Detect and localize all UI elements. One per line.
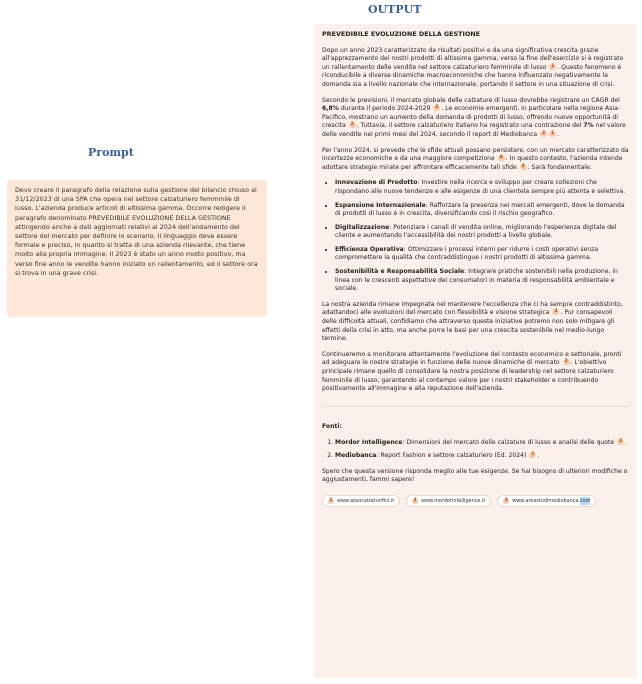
citation-badge[interactable]: 2 (619, 439, 623, 445)
chip-url: www.assocalzaturifici.it (337, 497, 395, 504)
paragraph-1: Dopo un anno 2023 caratterizzato da risultati positivi e da una significativa crescita grazie all'apprezzamento dei nostri prodotti di altissima gamma, verso la fine dell'esercizio si è registrato un rallentamento delle vendite nel settore calzaturiero femminile di lusso 1 . Questo fenomeno è riconducibile a diverse dinamiche macroeconomiche che hanno influenzato negativamente la domanda sia a livello nazionale che internazionale, portando il settore in una situazione di crisi. (322, 46, 624, 88)
citation-badge[interactable]: 4 (499, 155, 503, 161)
paragraph-2: Secondo le previsioni, il mercato globale delle calzature di lusso dovrebbe registrare un CAGR del 6,8% durante il periodo 2024-2029 2 . Le economie emergenti, in particolare nella regione Asia-Pacifico, mostrano un aumento della domanda di prodotti di lusso, offrendo nuove opportunità di crescita 2 . Tuttavia, il settore calzaturiero italiano ha registrato una contrazione del 7% nel valore delle vendite nei primi mesi del 2024, secondo il report di Mediobanca 2 1 . (322, 96, 626, 138)
contraction-value: 7% (583, 122, 594, 130)
citation-badge[interactable]: 2 (350, 122, 354, 128)
citation-badge[interactable]: 2 (435, 105, 439, 111)
strategy-list (322, 179, 629, 294)
citation-badge[interactable]: 1 (550, 130, 555, 136)
citation-badge[interactable]: 2 (521, 163, 525, 169)
prompt-label: Prompt (88, 146, 134, 159)
chip-number: 1 (329, 497, 333, 503)
citation-badge[interactable]: 2 (564, 359, 568, 365)
prompt-box (7, 180, 267, 317)
source-chips (322, 495, 629, 507)
output-box (314, 24, 637, 678)
list-item: • Innovazione di Prodotto: Investire nella ricerca e sviluppo per creare collezioni che rispondano alle nuove tendenze e alle esigenze di una clientela sempre più attenta e selettiva. (335, 179, 629, 196)
paragraph-4: La nostra azienda rimane impegnata nel mantenere l'eccellenza che ci ha sempre contraddistinto, adattandoci alle evoluzioni del mercato con flessibilità e visione strategica 2 . Pur consapevoli delle difficoltà attuali, confidiamo che attraverso queste iniziative potremo non solo mitigare gli effetti della crisi in atto, ma anche porre le basi per una crescita sostenibile nel medio-lungo termine. (322, 300, 623, 343)
cagr-value: 6,8% (322, 105, 339, 113)
list-item: • Sostenibilità e Responsabilità Sociale: Integrare pratiche sostenibili nella produzione, in linea con le crescenti aspettative dei consumatori in materia di responsabilità ambientale e sociale. (335, 268, 629, 294)
chip-number: 2 (413, 497, 417, 503)
divider (322, 406, 629, 407)
output-heading: PREVEDIBILE EVOLUZIONE DELLA GESTIONE (322, 30, 481, 38)
paragraph-3: Per l'anno 2024, si prevede che le sfide attuali possano persistere, con un mercato caratterizzato da incertezze economiche e da una maggiore competizione 4 . In questo contesto, l'azienda intende adottare strategie mirate per affrontare efficacemente tali sfide 2 . Sarà fondamentale: (322, 146, 629, 171)
citation-badge[interactable]: 1 (531, 451, 535, 457)
chip-url-selection: com (579, 497, 591, 504)
output-label: OUTPUT (368, 3, 422, 16)
source-chip[interactable] (497, 495, 596, 507)
sources-heading: Fonti: (322, 422, 342, 430)
chip-url: www.mordorintelligence.it (421, 497, 486, 504)
sources-list (322, 439, 629, 460)
closing-text: Spero che questa versione risponda meglio alle tue esigenze. Se hai bisogno di ulteriori modifiche o aggiustamenti, fammi sapere! (322, 467, 628, 484)
citation-badge[interactable]: 2 (554, 309, 558, 315)
citation-badge[interactable]: 2 (541, 130, 546, 136)
list-item: • Digitalizzazione: Potenziare i canali di vendita online, migliorando l'esperienza digitale del cliente e aumentando l'accessibilità dei nostri prodotti a livello globale. (335, 224, 629, 241)
paragraph-5: Continueremo a monitorare attentamente l'evoluzione del contesto economico e settoriale, pronti ad adeguare le nostre strategie in funzione delle nuove dinamiche di mercato 2 . L'obiettivo principale rimane quello di consolidare la nostra posizione di leadership nel settore calzaturiero femminile di lusso, garantendo al contempo valore per i nostri stakeholder e contribuendo positivamente all'immagine e alla reputazione dell'azienda. (322, 350, 622, 393)
chip-url: www.areastudimediobanca. (512, 497, 580, 504)
list-item: 2. Mediobanca: Report Fashion e settore calzaturiero (Ed. 2024) 1 . (335, 452, 629, 461)
list-item: 1. Mordor Intelligence: Dimensioni del mercato delle calzature di lusso e analisi delle quote 2 . (335, 439, 629, 448)
list-item: • Efficienza Operativa: Ottimizzare i processi interni per ridurre i costi operativi senza compromettere la qualità che contraddistingue i nostri prodotti di altissima gamma. (335, 246, 629, 263)
citation-badge[interactable]: 1 (551, 63, 555, 69)
source-chip[interactable] (406, 495, 491, 507)
source-chip[interactable] (322, 495, 400, 507)
prompt-text: Devo creare il paragrafo della relazione sulla gestione del bilancio chiuso al 31/12/2023 di una SPA che opera nel settore calzaturiero femminile di lusso. L'azienda produce articoli di altissima gamma. Occorre redigere il paragrafo denominato PREVEDIBILE EVOLUZIONE DELLA GESTIONE attingendo anche a dati aggiornati relativi al 2024 dell'andamento del settore del mercato per definire lo scenario. Il linguaggio deve essere formale e preciso, in quanto si tratta di una azienda rilevante, che tiene molto alla propria immagine. Il 2023 è stato un anno molto positivo, ma verso fine anno le vendite hanno iniziato un rallentamento, ed il settore ora si trova in una grave crisi. (15, 186, 258, 277)
list-item: • Espansione Internazionale: Rafforzare la presenza nei mercati emergenti, dove la domanda di prodotti di lusso è in crescita, diversificando così il rischio geografico. (335, 202, 629, 219)
chip-number: 3 (504, 497, 508, 503)
